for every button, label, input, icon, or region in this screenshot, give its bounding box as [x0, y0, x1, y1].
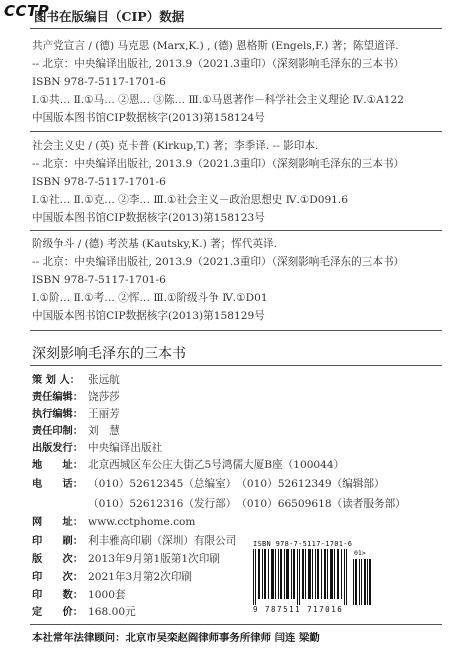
credit-label: 出版发行： — [32, 443, 83, 454]
website-row — [32, 516, 195, 529]
cip-line: -- 北京：中央编译出版社, 2013.9（2021.3重印）（深刻影响毛泽东的三本书） — [32, 256, 405, 268]
cip-line: ISBN 978-7-5117-1701-6 — [32, 274, 166, 286]
title-rule — [30, 365, 442, 366]
cip-line: Ⅰ.①社… Ⅱ.①克… ②李… Ⅲ.①社会主义－政治思想史 Ⅳ.①D091.6 — [32, 194, 349, 206]
credit-label: 策 划 人： — [32, 375, 80, 386]
printer-value: 利丰雅高印刷（深圳）有限公司 — [88, 535, 237, 547]
cip-line: Ⅰ.①共… Ⅱ.①马… ②恩… ③陈… Ⅲ.①马恩著作－科学社会主义理论 Ⅳ.①A122 — [32, 94, 405, 106]
cip-line: 中国版本图书馆CIP数据核字(2013)第158124号 — [32, 112, 265, 124]
credit-planner — [32, 374, 120, 387]
phone-line-2: （010）52612316（发行部） （010）66509618（读者服务部） — [88, 498, 406, 510]
credit-value: 中央编译出版社 — [88, 442, 163, 454]
detail-label: 网 址： — [32, 517, 83, 528]
detail-label: 印 数： — [32, 590, 83, 601]
cip-line: 共产党宣言 / (德) 马克思 (Marx,K.) , (德) 恩格斯 (Engels,F.) 著；陈望道译. — [32, 40, 399, 52]
detail-label: 定 价： — [32, 607, 83, 618]
impression-row — [32, 571, 192, 584]
detail-label: 印 刷： — [32, 536, 83, 547]
book-title: 深刻影响毛泽东的三本书 — [32, 346, 186, 362]
legal-rule — [30, 624, 442, 625]
cip-line: 社会主义史 / (英) 克卡普 (Kirkup,T.) 著；李季译. -- 影印本. — [32, 140, 319, 152]
address-value: 北京西城区车公庄大街乙5号鸿儒大厦B座（100044） — [88, 459, 345, 471]
credit-exec-editor — [32, 408, 120, 421]
record-divider — [30, 230, 442, 231]
address-label: 地 址： — [32, 460, 83, 471]
edition-value: 2013年9月第1版第1次印刷 — [88, 553, 220, 565]
phone-label: 电 话： — [32, 479, 83, 490]
credit-label: 责任编辑： — [32, 392, 83, 403]
detail-label: 版 次： — [32, 554, 83, 565]
credit-label: 责任印制： — [32, 426, 83, 437]
top-rule — [30, 28, 442, 29]
cip-bottom-rule — [30, 330, 442, 331]
credit-publisher — [32, 442, 162, 455]
legal-counsel-notice: 本社常年法律顾问：北京市吴栾赵阎律师事务所律师 闫连 梁勤 — [32, 632, 320, 644]
address-row — [32, 459, 344, 472]
impression-value: 2021年3月第2次印刷 — [88, 571, 193, 583]
cip-line: Ⅰ.①阶… Ⅱ.①考… ②恽… Ⅲ.①阶级斗争 Ⅳ.①D01 — [32, 292, 268, 304]
record-divider — [30, 131, 442, 132]
barcode-addon-bars — [353, 549, 371, 605]
detail-label: 印 次： — [32, 572, 83, 583]
credit-value: 刘 慧 — [88, 425, 120, 437]
edition-row — [32, 553, 220, 566]
credit-printing — [32, 425, 120, 438]
cip-line: 中国版本图书馆CIP数据核字(2013)第158123号 — [32, 212, 265, 224]
print-run-value: 1000套 — [88, 589, 126, 601]
isbn-barcode — [253, 540, 371, 614]
barcode-isbn-text: ISBN 978-7-5117-1701-6 — [253, 540, 353, 548]
cip-line: -- 北京：中央编译出版社, 2013.9（2021.3重印）（深刻影响毛泽东的三本书） — [32, 158, 405, 170]
credit-editor — [32, 391, 120, 404]
credit-value: 张远航 — [88, 374, 120, 386]
phone-line-1: （010）52612345（总编室） （010）52612349（编辑部） — [88, 478, 385, 490]
barcode-bars — [253, 549, 349, 605]
credit-value: 饶莎莎 — [88, 391, 120, 403]
phone-row — [32, 478, 385, 491]
credit-label: 执行编辑： — [32, 409, 83, 420]
publisher-logo: CCTP — [4, 2, 50, 20]
printer-row — [32, 535, 236, 548]
website-value: www.cctphome.com — [88, 516, 196, 528]
cip-line: ISBN 978-7-5117-1701-6 — [32, 176, 166, 188]
price-row — [32, 606, 136, 619]
cip-line: ISBN 978-7-5117-1701-6 — [32, 76, 166, 88]
print-run-row — [32, 589, 126, 602]
credit-value: 王丽芳 — [88, 408, 120, 420]
cip-heading: 图书在版编目（CIP）数据 — [34, 9, 185, 24]
barcode-addon-text: 01> — [354, 549, 366, 557]
barcode-digits: 9 787511 717016 — [253, 605, 344, 614]
cip-line: 阶级争斗 / (德) 考茨基 (Kautsky,K.) 著；恽代英译. — [32, 238, 278, 250]
price-value: 168.00元 — [88, 606, 136, 618]
cip-line: 中国版本图书馆CIP数据核字(2013)第158129号 — [32, 310, 265, 322]
cip-line: -- 北京：中央编译出版社, 2013.9（2021.3重印）（深刻影响毛泽东的三本书） — [32, 58, 405, 70]
